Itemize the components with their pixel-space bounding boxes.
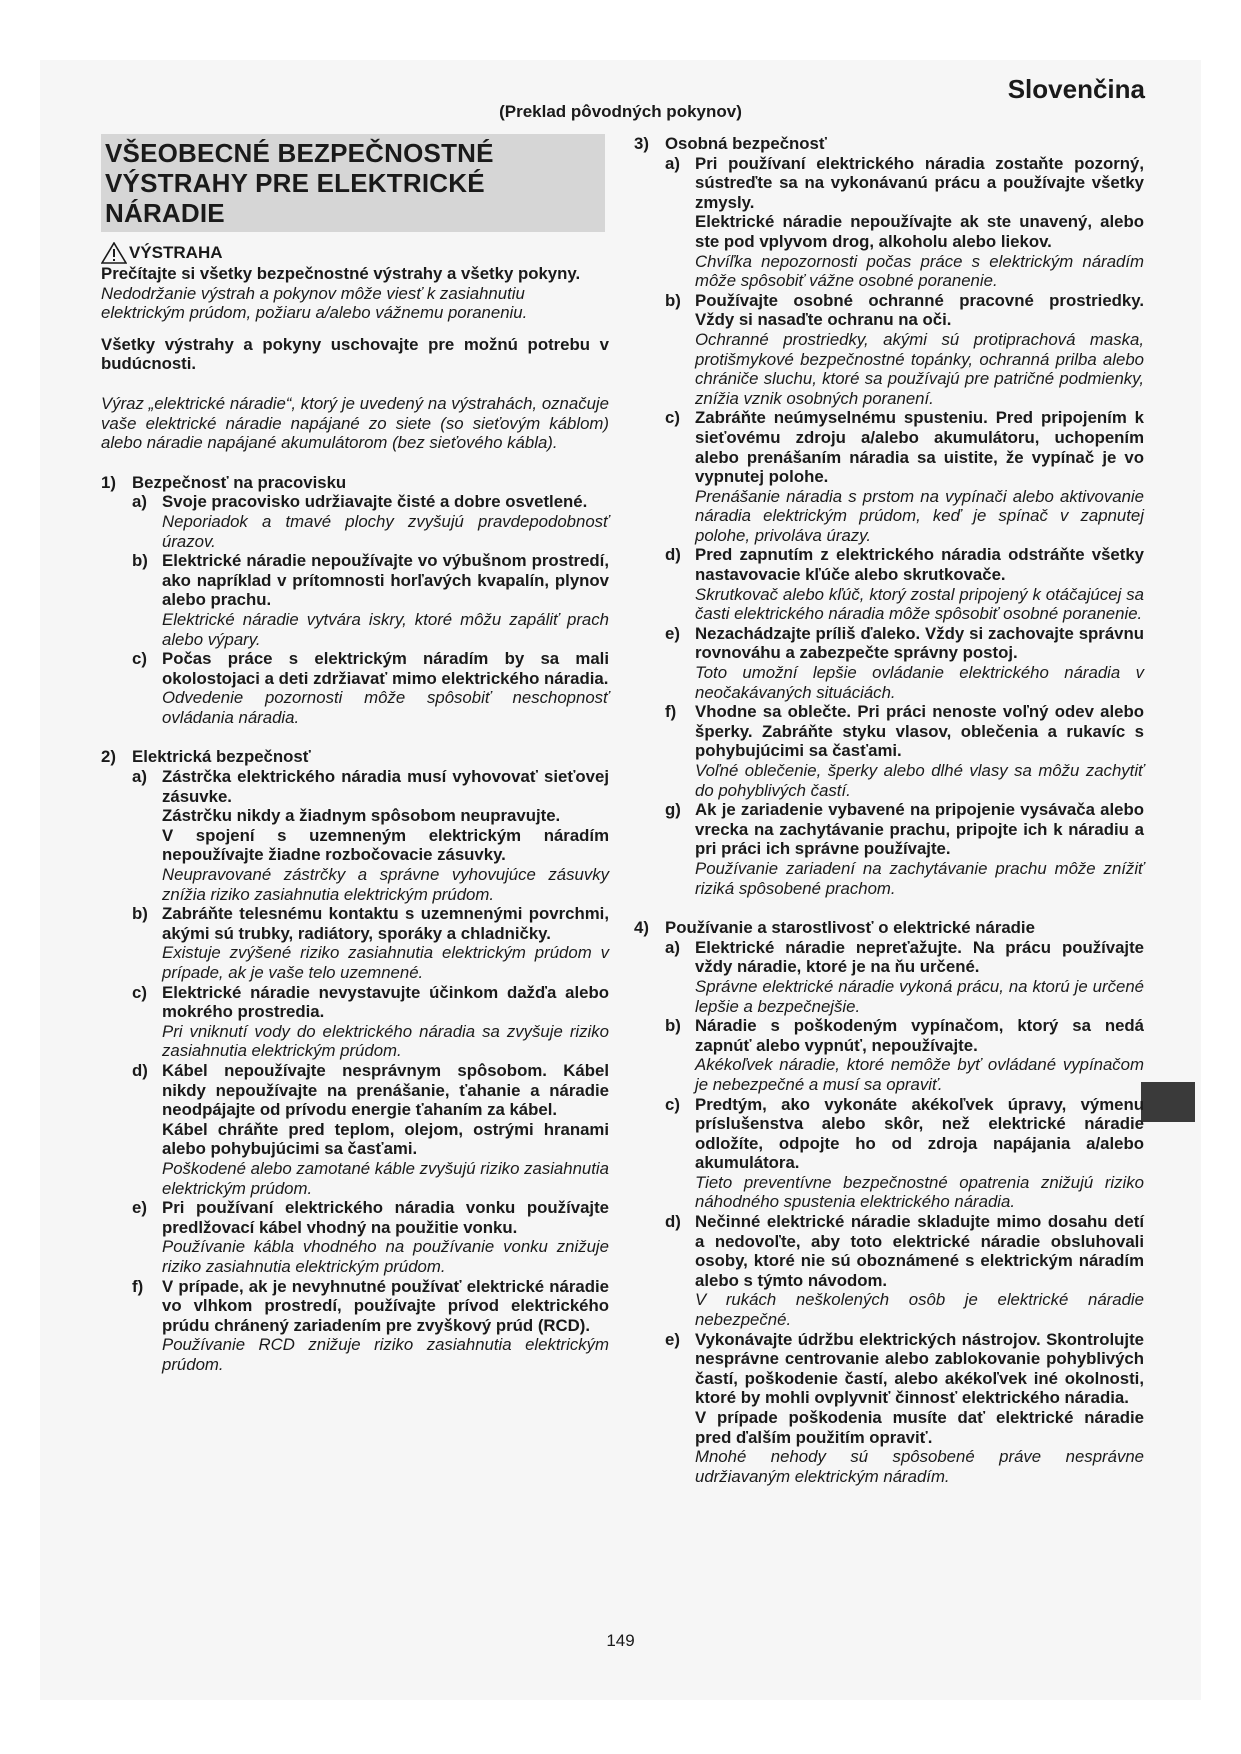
item-instruction: V prípade, ak je nevyhnutné používať elektrické náradie vo vlhkom prostredí, používajte prívod elektrického prúdu chránený zariadením pre zvyškový prúd (RCD).	[162, 1276, 609, 1335]
item-content	[695, 291, 1144, 409]
section-3	[634, 134, 1144, 898]
section-1	[101, 473, 609, 728]
item-letter: c)	[132, 982, 147, 1002]
item-content	[695, 800, 1144, 898]
item-letter: b)	[665, 1016, 681, 1036]
item-explanation: Voľné oblečenie, šperky alebo dlhé vlasy sa môžu zachytiť do pohyblivých častí.	[695, 761, 1144, 800]
item-instruction: Vykonávajte údržbu elektrických nástrojov. Skontrolujte nesprávne centrovanie alebo zablokovanie pohyblivých častí, poškodenie častí, alebo akékoľvek iné okolnosti, ktoré by mohli ovplyvniť činnosť elektrického náradia.	[695, 1329, 1144, 1408]
item-letter: c)	[665, 1094, 680, 1114]
item-content	[695, 408, 1144, 545]
list-item	[665, 702, 1144, 800]
page-subtitle: (Preklad pôvodných pokynov)	[499, 102, 742, 121]
item-explanation: Tieto preventívne bezpečnostné opatrenia znižujú riziko náhodného spustenia elektrického náradia.	[695, 1172, 1144, 1212]
section-heading	[634, 918, 1144, 938]
item-instruction: V spojení s uzemneným elektrickým náradím nepoužívajte žiadne rozbočovacie zásuvky.	[162, 825, 609, 865]
item-instruction: Vhodne sa oblečte. Pri práci nenoste voľný odev alebo šperky. Zabráňte styku vlasov, oblečenia a rukavíc s pohybujúcimi sa časťami.	[695, 702, 1144, 761]
item-content	[162, 492, 609, 551]
item-explanation: Skrutkovač alebo kľúč, ktorý zostal pripojený k otáčajúcej sa časti elektrického náradia môže spôsobiť osobné poranenie.	[695, 584, 1144, 624]
page-title: VŠEOBECNÉ BEZPEČNOSTNÉ VÝSTRAHY PRE ELEKTRICKÉ NÁRADIE	[101, 134, 605, 232]
section-tab-marker	[1141, 1082, 1195, 1122]
item-instruction: Zástrčka elektrického náradia musí vyhovovať sieťovej zásuvke.	[162, 767, 609, 806]
item-explanation: Pri vniknutí vody do elektrického náradia sa zvyšuje riziko zasiahnutia elektrickým prúdom.	[162, 1021, 609, 1061]
item-instruction: Elektrické náradie nepreťažujte. Na prácu používajte vždy náradie, ktoré je na ňu určené.	[695, 937, 1144, 977]
item-explanation: Akékoľvek náradie, ktoré nemôže byť ovládané vypínačom je nebezpečné a musí sa opraviť.	[695, 1055, 1144, 1094]
list-item	[132, 1198, 609, 1276]
item-explanation: Toto umožní lepšie ovládanie elektrického náradia v neočakávaných situáciách.	[695, 663, 1144, 702]
section-2	[101, 747, 609, 1374]
section-title: Elektrická bezpečnosť	[132, 747, 311, 767]
list-item	[665, 408, 1144, 545]
list-item	[665, 1016, 1144, 1094]
page-number: 149	[606, 1631, 635, 1650]
item-content	[162, 551, 609, 649]
section-heading	[101, 747, 609, 767]
warning-triangle-icon	[101, 242, 127, 264]
right-column	[634, 134, 1144, 1486]
warning-italic-text: Nedodržanie výstrah a pokynov môže viesť k zasiahnutiu elektrickým prúdom, požiaru a/alebo vážnemu poraneniu.	[101, 283, 528, 323]
item-letter: f)	[665, 702, 677, 722]
item-instruction: Používajte osobné ochranné pracovné prostriedky. Vždy si nasaďte ochranu na oči.	[695, 290, 1144, 330]
list-item	[132, 767, 609, 904]
item-instruction: Zástrčku nikdy a žiadnym spôsobom neupravujte.	[162, 806, 561, 826]
list-item	[132, 983, 609, 1061]
item-content	[695, 1330, 1144, 1487]
list-item	[665, 154, 1144, 291]
item-explanation: Ochranné prostriedky, akými sú protiprachová maska, protišmykové bezpečnostné topánky, ochranná prilba alebo chrániče sluchu, ktoré sa používajú pre patričné podmienky, znížia vznik osobných poranení.	[695, 329, 1144, 408]
item-content	[695, 1095, 1144, 1213]
item-letter: d)	[665, 545, 681, 565]
item-explanation: Existuje zvýšené riziko zasiahnutia elektrickým prúdom v prípade, ak je vaše telo uzemnené.	[162, 943, 609, 982]
item-instruction: Zabráňte telesnému kontaktu s uzemnenými povrchmi, akými sú trubky, radiátory, sporáky a chladničky.	[162, 904, 609, 943]
warning-label: VÝSTRAHA	[129, 243, 223, 263]
section-title: Bezpečnosť na pracovisku	[132, 472, 347, 492]
item-content	[695, 938, 1144, 1016]
item-content	[162, 1061, 609, 1198]
item-instruction: Svoje pracovisko udržiavajte čisté a dobre osvetlené.	[162, 492, 588, 512]
item-instruction: Pred zapnutím z elektrického náradia odstráňte všetky nastavovacie kľúče alebo skrutkovače.	[695, 545, 1144, 585]
list-item	[132, 492, 609, 551]
item-explanation: Neporiadok a tmavé plochy zvyšujú pravdepodobnosť úrazov.	[162, 511, 609, 551]
left-column	[101, 134, 609, 1374]
item-content	[162, 983, 609, 1061]
item-explanation: V rukách neškolených osôb je elektrické náradie nebezpečné.	[695, 1290, 1144, 1330]
item-letter: a)	[132, 492, 147, 512]
item-instruction: Počas práce s elektrickým náradím by sa mali okolostojaci a deti zdržiavať mimo elektrického náradia.	[162, 649, 609, 688]
item-instruction: Predtým, ako vykonáte akékoľvek úpravy, výmenu príslušenstva alebo skôr, než elektrické náradie odložíte, odpojte ho od zdroja napájania a/alebo akumulátora.	[695, 1094, 1144, 1173]
item-content	[162, 904, 609, 982]
item-letter: a)	[665, 937, 680, 957]
item-explanation: Chvíľka nepozornosti počas práce s elektrickým náradím môže spôsobiť vážne osobné poranenie.	[695, 251, 1144, 291]
language-label: Slovenčina	[1007, 74, 1145, 104]
item-letter: c)	[665, 408, 680, 428]
item-content	[695, 545, 1144, 623]
section-number: 4)	[634, 918, 649, 938]
list-item	[132, 904, 609, 982]
list-item	[132, 1277, 609, 1375]
item-instruction: Ak je zariadenie vybavené na pripojenie vysávača alebo vrecka na zachytávanie prachu, pripojte ich k náradiu a pri práci ich správne používajte.	[695, 800, 1144, 859]
item-explanation: Elektrické náradie vytvára iskry, ktoré môžu zapáliť prach alebo výpary.	[162, 609, 609, 649]
item-letter: b)	[132, 904, 148, 924]
section-number: 2)	[101, 747, 116, 767]
list-item	[132, 649, 609, 727]
list-item	[132, 551, 609, 649]
item-letter: d)	[665, 1212, 681, 1232]
item-explanation: Používanie zariadení na zachytávanie prachu môže znížiť riziká spôsobené prachom.	[695, 858, 1144, 898]
item-instruction: Nezachádzajte príliš ďaleko. Vždy si zachovajte správnu rovnováhu a zabezpečte správny postoj.	[695, 623, 1144, 663]
item-content	[162, 767, 609, 904]
section-number: 1)	[101, 472, 116, 492]
item-letter: e)	[665, 1329, 680, 1349]
item-content	[695, 1212, 1144, 1330]
item-explanation: Prenášanie náradia s prstom na vypínači alebo aktivovanie náradia elektrickým prúdom, keď je spínač v zapnutej polohe, privoláva úrazy.	[695, 486, 1144, 545]
item-content	[162, 1277, 609, 1375]
item-letter: b)	[665, 290, 681, 310]
item-letter: g)	[665, 800, 681, 820]
item-explanation: Používanie kábla vhodného na používanie vonku znižuje riziko zasiahnutia elektrickým prúdom.	[162, 1237, 609, 1276]
item-letter: b)	[132, 551, 148, 571]
item-letter: c)	[132, 649, 147, 669]
list-item	[665, 291, 1144, 409]
section-number: 3)	[634, 134, 649, 153]
item-instruction: Pri používaní elektrického náradia zostaňte pozorný, sústreďte sa na vykonávanú prácu a používajte všetky zmysly.	[695, 153, 1144, 212]
item-content	[162, 649, 609, 727]
list-item	[665, 1330, 1144, 1487]
list-item	[665, 1095, 1144, 1213]
item-explanation: Správne elektrické náradie vykoná prácu, na ktorú je určené lepšie a bezpečnejšie.	[695, 976, 1144, 1016]
item-instruction: Elektrické náradie nepoužívajte ak ste unavený, alebo ste pod vplyvom drog, alkoholu alebo liekov.	[695, 212, 1144, 251]
item-content	[695, 154, 1144, 291]
section-heading	[634, 134, 1144, 154]
section-title: Osobná bezpečnosť	[665, 134, 827, 153]
section-heading	[101, 473, 609, 493]
item-explanation: Odvedenie pozornosti môže spôsobiť neschopnosť ovládania náradia.	[162, 688, 609, 727]
keep-instructions-text: Všetky výstrahy a pokyny uschovajte pre možnú potrebu v budúcnosti.	[101, 334, 609, 374]
warning-heading	[101, 242, 609, 264]
item-explanation: Poškodené alebo zamotané káble zvyšujú riziko zasiahnutia elektrickým prúdom.	[162, 1158, 609, 1198]
list-item	[665, 624, 1144, 702]
item-explanation: Používanie RCD znižuje riziko zasiahnutia elektrickým prúdom.	[162, 1335, 609, 1374]
item-content	[695, 1016, 1144, 1094]
item-letter: e)	[665, 623, 680, 643]
item-instruction: Elektrické náradie nevystavujte účinkom dažďa alebo mokrého prostredia.	[162, 982, 609, 1022]
item-letter: a)	[665, 153, 680, 173]
item-instruction: Elektrické náradie nepoužívajte vo výbušnom prostredí, ako napríklad v prítomnosti horľavých kvapalín, plynov alebo prachu.	[162, 551, 609, 610]
list-item	[665, 800, 1144, 898]
item-explanation: Neupravované zástrčky a správne vyhovujúce zásuvky znížia riziko zasiahnutia elektrickým prúdom.	[162, 865, 609, 904]
item-instruction: Nečinné elektrické náradie skladujte mimo dosahu detí a nedovoľte, aby toto elektrické náradie obsluhovali osoby, ktoré nie sú oboznámené s elektrickým náradím alebo s týmto návodom.	[695, 1212, 1144, 1290]
item-letter: e)	[132, 1198, 147, 1218]
list-item	[665, 1212, 1144, 1330]
item-instruction: Zabráňte neúmyselnému spusteniu. Pred pripojením k sieťovému zdroju a/alebo akumulátoru, uchopením alebo prenášaním náradia sa uistite, že vypínač je vo vypnutej polohe.	[695, 408, 1144, 487]
item-instruction: Kábel nepoužívajte nesprávnym spôsobom. Kábel nikdy nepoužívajte na prenášanie, ťahanie a náradie neodpájajte od prívodu energie ťahaním za kábel.	[162, 1060, 609, 1120]
section-title: Používanie a starostlivosť o elektrické náradie	[665, 918, 1035, 938]
item-instruction: Náradie s poškodeným vypínačom, ktorý sa nedá zapnúť alebo vypnúť, nepoužívajte.	[695, 1016, 1144, 1055]
item-content	[695, 702, 1144, 800]
item-letter: d)	[132, 1060, 148, 1080]
list-item	[665, 545, 1144, 623]
item-explanation: Mnohé nehody sú spôsobené práve nesprávne udržiavaným elektrickým náradím.	[695, 1447, 1144, 1486]
item-instruction: V prípade poškodenia musíte dať elektrické náradie pred ďalším použitím opraviť.	[695, 1408, 1144, 1447]
item-content	[162, 1198, 609, 1276]
section-4	[634, 918, 1144, 1486]
list-item	[665, 938, 1144, 1016]
item-instruction: Kábel chráňte pred teplom, olejom, ostrými hranami alebo pohybujúcimi sa časťami.	[162, 1119, 609, 1159]
item-letter: f)	[132, 1276, 144, 1296]
item-letter: a)	[132, 767, 147, 787]
item-instruction: Pri používaní elektrického náradia vonku používajte predlžovací kábel vhodný na použitie vonku.	[162, 1198, 609, 1237]
item-content	[695, 624, 1144, 702]
list-item	[132, 1061, 609, 1198]
definition-text: Výraz „elektrické náradie“, ktorý je uvedený na výstrahách, označuje vaše elektrické náradie napájané zo siete (so sieťovým káblom) alebo náradie napájané akumulátorom (bez sieťového kábla).	[101, 393, 609, 453]
warning-bold-text: Prečítajte si všetky bezpečnostné výstrahy a všetky pokyny.	[101, 264, 581, 283]
